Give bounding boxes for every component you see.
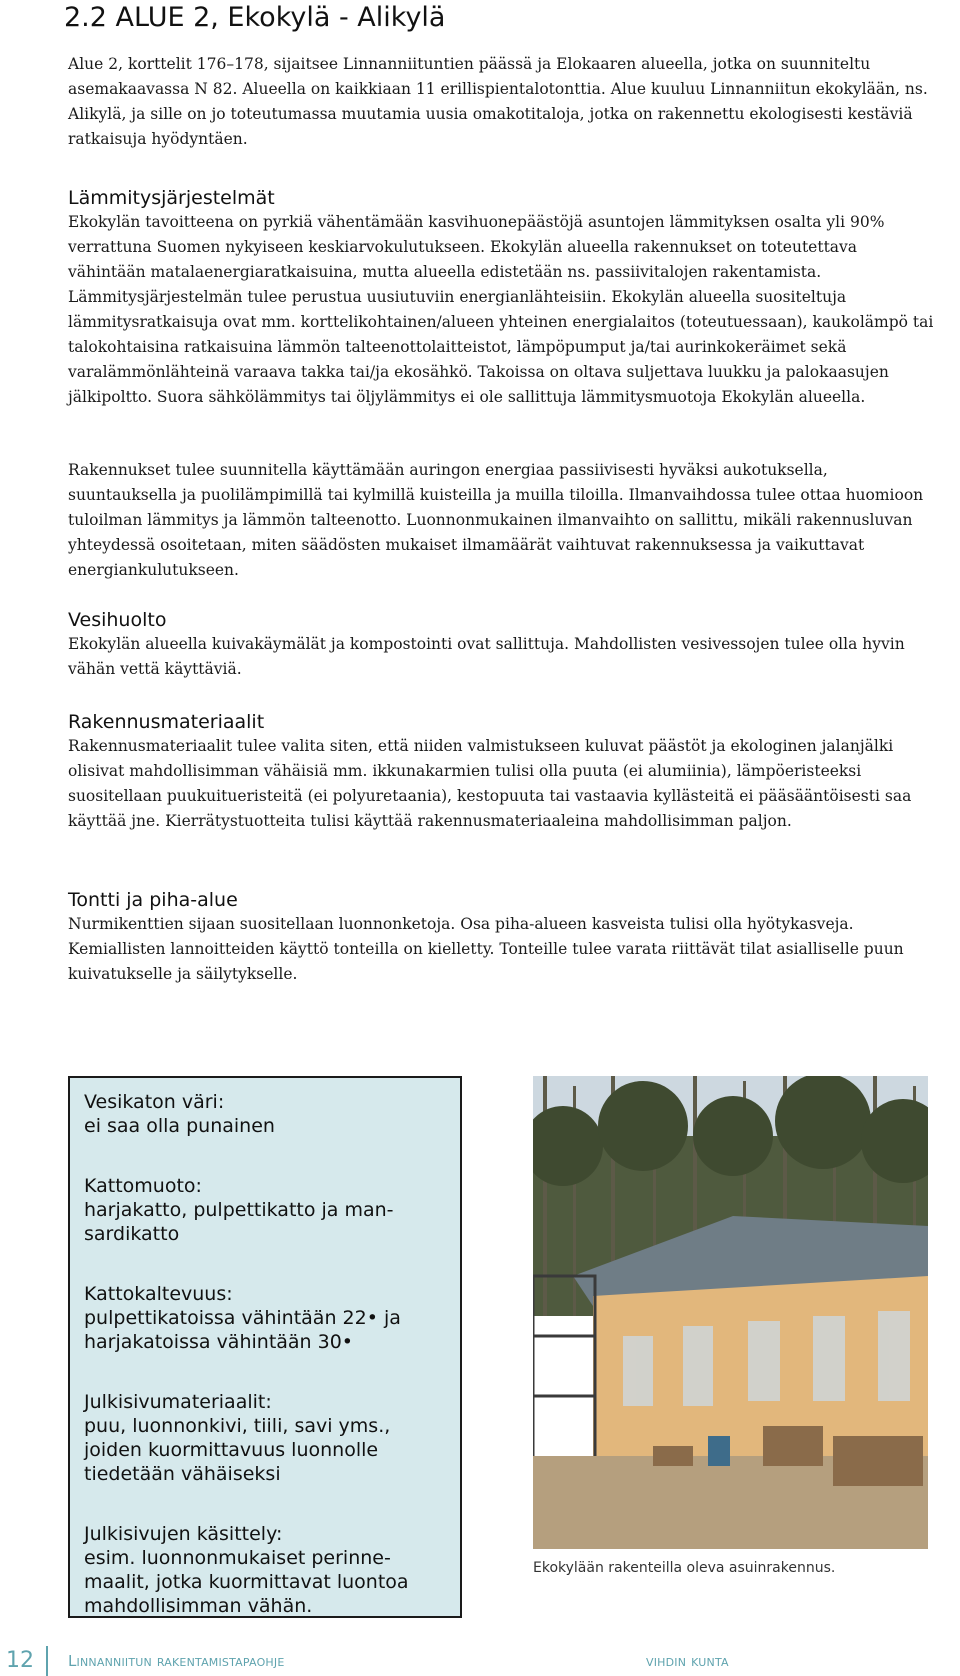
infobox-facade-materials	[84, 1390, 446, 1486]
heading-materials: Rakennusmateriaalit	[68, 711, 265, 733]
heating-paragraph-2: Rakennukset tulee suunnitella käyttämään auringon energiaa passiivisesti hyväksi aukotuksella, suuntauksella ja puolilämpimillä tai kylmillä kuisteilla ja muilla tiloilla. Ilmanvaihdossa tulee ottaa huomioon tuloilman lämmitys ja lämmön talteenotto. Luonnonmukainen ilmanvaihto on sallittu, mikäli rakennusluvan yhteydessä osoitetaan, miten säädösten mukaiset ilmamäärät vaihtuvat rakennuksessa ja vaikuttavat energiankulutukseen.	[68, 461, 924, 579]
infobox-value: pulpettikatoissa vähintään 22• ja harjakatoissa vähintään 30•	[84, 1307, 401, 1353]
photo-caption: Ekokylään rakenteilla oleva asuinrakennus.	[533, 1560, 836, 1576]
page-number: 12	[6, 1648, 34, 1673]
water-paragraph: Ekokylän alueella kuivakäymälät ja kompostointi ovat sallittuja. Mahdollisten vesivessojen tulee olla hyvin vähän vettä käyttäviä.	[68, 635, 905, 678]
building-rules-infobox	[68, 1076, 462, 1618]
materials-paragraph: Rakennusmateriaalit tulee valita siten, että niiden valmistukseen kuluvat päästöt ja ekologinen jalanjälki olisivat mahdollisimman vähäisiä mm. ikkunakarmien tulisi olla puuta (ei alumiinia), lämpöeristeeksi suositellaan puukuituеristeitä (ei polyuretaania), kestopuuta tai vastaavia kyllästeitä ei pääsääntöisesti saa käyttää jne. Kierrätystuotteita tulisi käyttää rakennusmateriaaleina mahdollisimman paljon.	[68, 737, 912, 830]
infobox-roof-color	[84, 1090, 446, 1138]
house-photo	[533, 1076, 928, 1549]
infobox-roof-pitch	[84, 1282, 446, 1354]
infobox-label: Kattokaltevuus:	[84, 1283, 233, 1305]
infobox-label: Julkisivujen käsittely:	[84, 1523, 283, 1545]
infobox-label: Kattomuoto:	[84, 1175, 202, 1197]
heating-paragraph-1: Ekokylän tavoitteena on pyrkiä vähentämään kasvihuonepäästöjä asuntojen lämmityksen osalta yli 90% verrattuna Suomen nykyiseen keskiarvokulutukseen. Ekokylän alueella rakennukset on toteutettava vähintään matalaenergiaratkaisuina, mutta alueella edistetään ns. passiivitalojen rakentamista. Lämmitysjärjestelmän tulee perustua uusiutuviin energianlähteisiin. Ekokylän alueella suositeltuja lämmitysratkaisuja ovat mm. korttelikohtainen/alueen yhteinen energialaitos (toteutuessaan), kaukolämpö tai talokohtaisina ratkaisuina lämmön talteenottolaitteistot, lämpöpumput ja/tai aurinkokeräimet sekä varalämmönlähteinä varaava takka tai/ja ekosähkö. Takoissa on oltava suljettava luukku ja palokaasujen jälkipoltto. Suora sähkölämmitys tai öljylämmitys ei ole sallittuja lämmitysmuotoja Ekokylän alueella.	[68, 213, 934, 406]
yard-paragraph: Nurmikenttien sijaan suositellaan luonnonketoja. Osa piha-alueen kasveista tulisi olla hyötykasveja. Kemiallisten lannoitteiden käyttö tonteilla on kielletty. Tonteille tulee varata riittävät tilat asialliselle puun kuivatukselle ja säilytykselle.	[68, 915, 904, 983]
infobox-facade-finish	[84, 1522, 446, 1618]
infobox-value: puu, luonnonkivi, tiili, savi yms., joiden kuormittavuus luonnolle tiedetään vähäiseksi	[84, 1415, 391, 1485]
footer-divider	[46, 1646, 48, 1676]
infobox-value: harjakatto, pulpettikatto ja man-sardikatto	[84, 1199, 394, 1245]
page-title: 2.2 ALUE 2, Ekokylä - Alikylä	[64, 2, 446, 33]
infobox-label: Vesikaton väri:	[84, 1091, 225, 1113]
heading-yard: Tontti ja piha-alue	[68, 889, 238, 911]
infobox-value: esim. luonnonmukaiset perinne-maalit, jotka kuormittavat luontoa mahdollisimman vähän.	[84, 1547, 409, 1617]
infobox-label: Julkisivumateriaalit:	[84, 1391, 272, 1413]
infobox-value: ei saa olla punainen	[84, 1115, 275, 1137]
intro-paragraph: Alue 2, korttelit 176–178, sijaitsee Linnanniituntien päässä ja Elokaaren alueella, jotka on suunniteltu asemakaavassa N 82. Alueella on kaikkiaan 11 erillispientalotonttia. Alue kuuluu Linnanniitun ekokylään, ns. Alikylä, ja sille on jo toteutumassa muutamia uusia omakotitaloja, jotka on rakennettu ekologisesti kestäviä ratkaisuja hyödyntäen.	[68, 55, 928, 148]
heading-heating: Lämmitysjärjestelmät	[68, 187, 275, 209]
infobox-roof-shape	[84, 1174, 446, 1246]
footer-document-title: Linnanniitun rakentamistapaohje	[68, 1652, 285, 1670]
footer-municipality: vihdin kunta	[646, 1652, 729, 1670]
heading-water: Vesihuolto	[68, 609, 167, 631]
